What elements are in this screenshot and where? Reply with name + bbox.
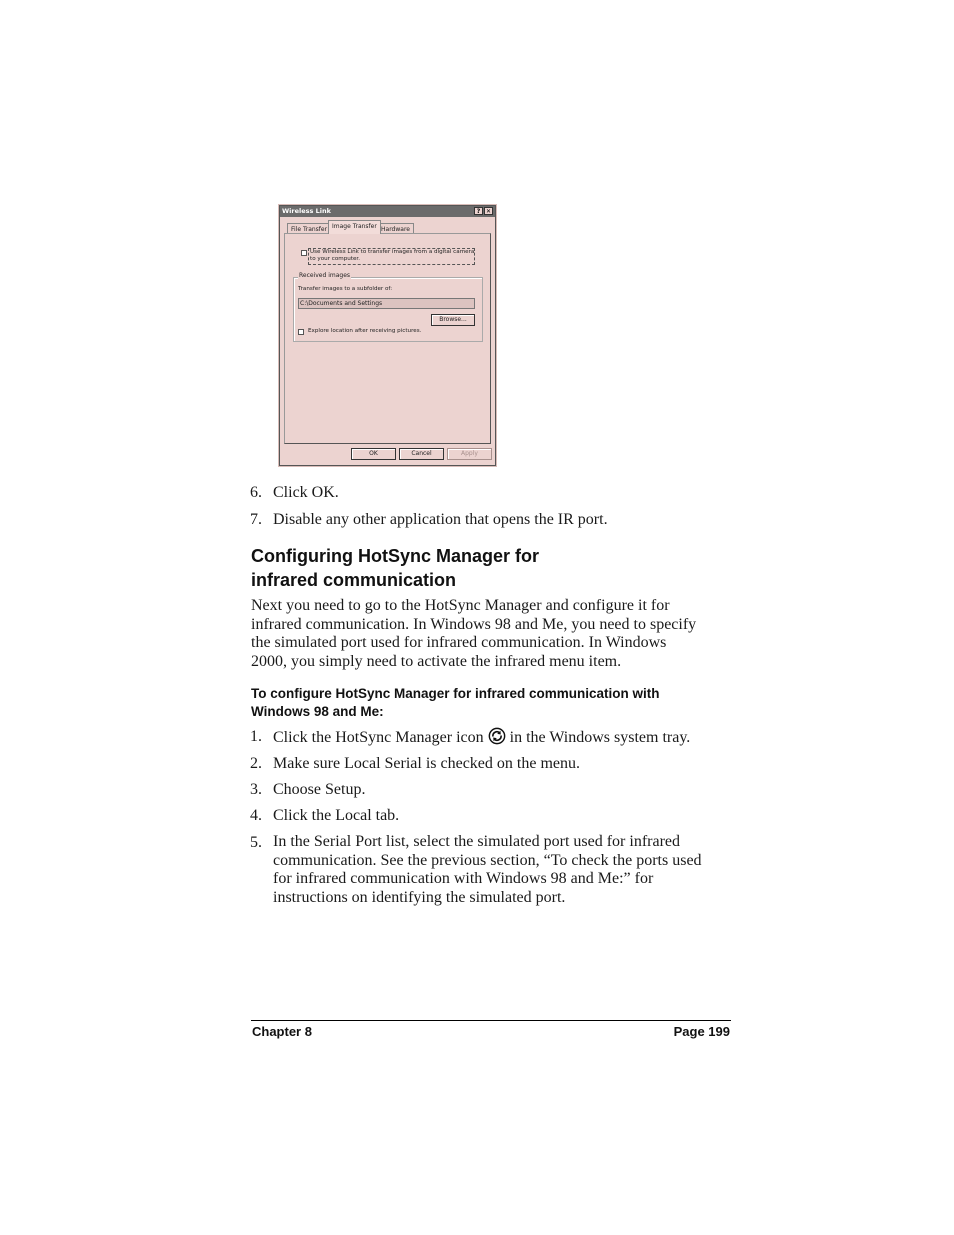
intro-line: the simulated port used for infrared communication. In Windows xyxy=(251,634,667,652)
use-wireless-link-label-line2: to your computer. xyxy=(310,256,360,262)
step-text-line: for infrared communication with Windows 98 and Me:” for xyxy=(273,870,654,888)
step-text: Click the Local tab. xyxy=(273,807,400,824)
received-images-label: Received images xyxy=(299,272,351,279)
apply-button[interactable]: Apply xyxy=(447,448,492,460)
wireless-link-dialog xyxy=(279,205,496,466)
path-input[interactable]: C:\Documents and Settings xyxy=(298,298,475,309)
cancel-button[interactable]: Cancel xyxy=(399,448,444,460)
step-text xyxy=(273,727,690,747)
step-text-line: In the Serial Port list, select the simulated port used for infrared xyxy=(273,833,680,850)
close-icon[interactable]: ✕ xyxy=(485,208,492,215)
explore-location-checkbox[interactable] xyxy=(298,329,304,335)
step-text xyxy=(273,833,702,907)
step-number: 4. xyxy=(250,807,262,824)
step-text-line: communication. See the previous section, “To check the ports used xyxy=(273,851,702,869)
ok-button[interactable]: OK xyxy=(351,448,396,460)
use-wireless-link-checkbox[interactable] xyxy=(301,250,307,256)
step-text-line: instructions on identifying the simulated port. xyxy=(273,888,566,906)
procedure-heading-line2: Windows 98 and Me: xyxy=(251,704,384,719)
footer-page-number: Page 199 xyxy=(673,1024,730,1039)
tab-hardware[interactable]: Hardware xyxy=(377,223,414,234)
step-text-before-icon: Click the HotSync Manager icon xyxy=(273,729,484,746)
intro-line: 2000, you simply need to activate the infrared menu item. xyxy=(251,652,622,670)
subfolder-label: Transfer images to a subfolder of: xyxy=(298,286,393,292)
use-wireless-link-label-line1: Use Wireless Link to transfer images from a digital camera xyxy=(310,249,475,255)
procedure-heading xyxy=(251,685,660,721)
intro-line: Next you need to go to the HotSync Manager and configure it for xyxy=(251,597,670,614)
step-text: Make sure Local Serial is checked on the menu. xyxy=(273,755,580,772)
explore-location-label: Explore location after receiving pictures. xyxy=(308,328,422,334)
step-number: 5. xyxy=(250,834,262,851)
section-heading-line2: infrared communication xyxy=(251,570,457,590)
tab-image-transfer[interactable]: Image Transfer xyxy=(328,220,381,234)
intro-paragraph xyxy=(251,597,696,671)
procedure-heading-line1: To configure HotSync Manager for infrared communication with xyxy=(251,686,660,701)
section-heading-line1: Configuring HotSync Manager for xyxy=(251,546,539,566)
step-text-after-icon: in the Windows system tray. xyxy=(509,729,691,746)
step-number: 7. xyxy=(250,511,262,528)
dialog-title: Wireless Link xyxy=(280,206,495,217)
step-text: Click OK. xyxy=(273,484,339,501)
step-number: 6. xyxy=(250,484,262,501)
footer-chapter: Chapter 8 xyxy=(252,1024,312,1039)
step-number: 1. xyxy=(250,728,262,745)
hotsync-icon xyxy=(488,727,506,745)
step-number: 2. xyxy=(250,755,262,772)
step-number: 3. xyxy=(250,781,262,798)
help-icon[interactable]: ? xyxy=(474,207,483,215)
section-heading xyxy=(251,544,539,592)
footer-rule xyxy=(251,1020,731,1021)
use-wireless-link-label xyxy=(310,249,478,263)
intro-line: infrared communication. In Windows 98 and Me, you need to specify xyxy=(251,615,697,633)
browse-button[interactable]: Browse... xyxy=(431,314,475,326)
tab-file-transfer[interactable]: File Transfer xyxy=(287,223,331,234)
step-text: Choose Setup. xyxy=(273,781,366,798)
step-text: Disable any other application that opens the IR port. xyxy=(273,511,608,528)
